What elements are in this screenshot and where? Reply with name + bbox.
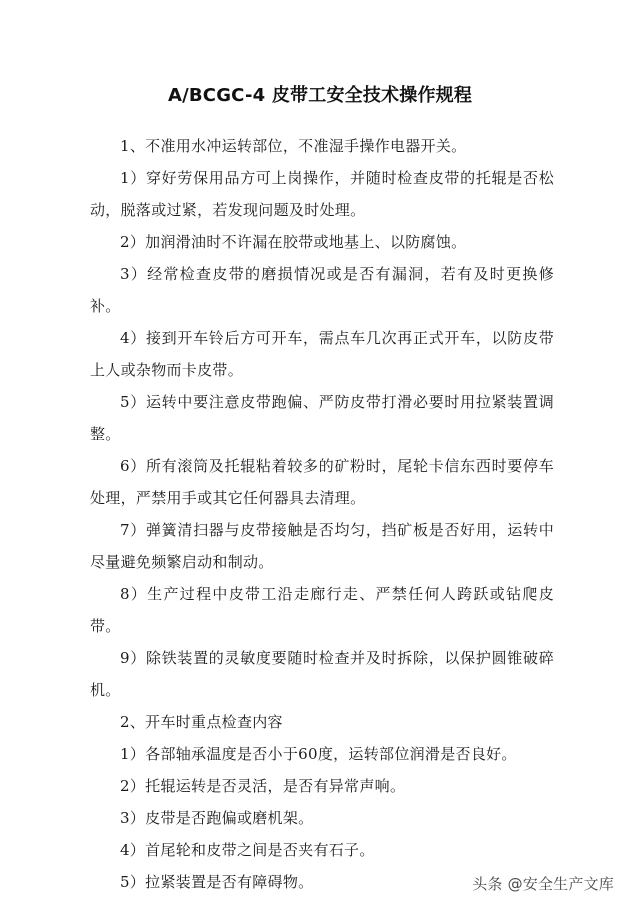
paragraph: 3）皮带是否跑偏或磨机架。 — [120, 809, 314, 827]
paragraph: 3）经常检查皮带的磨损情况或是否有漏洞，若有及时更换修补。 — [90, 265, 554, 315]
source-watermark: 头条 @安全生产文库 — [472, 875, 614, 893]
document-title: A/BCGC-4 皮带工安全技术操作规程 — [167, 85, 473, 106]
paragraph: 5）拉紧装置是否有障碍物。 — [120, 873, 314, 891]
section-heading: 2、开车时重点检查内容 — [120, 713, 283, 731]
paragraph: 1）穿好劳保用品方可上岗操作，并随时检查皮带的托辊是否松动，脱落或过紧，若发现问题及时处理。 — [90, 169, 554, 219]
paragraph: 4）首尾轮和皮带之间是否夹有石子。 — [120, 841, 375, 859]
paragraph: 1）各部轴承温度是否小于60度，运转部位润滑是否良好。 — [120, 745, 517, 763]
paragraph: 6）所有滚筒及托辊粘着较多的矿粉时，尾轮卡信东西时要停车处理，严禁用手或其它任何器具去清理。 — [90, 457, 554, 507]
paragraph: 9）除铁装置的灵敏度要随时检查并及时拆除，以保护圆锥破碎机。 — [90, 649, 554, 699]
paragraph: 4）接到开车铃后方可开车，需点车几次再正式开车，以防皮带上人或杂物而卡皮带。 — [90, 329, 554, 379]
paragraph: 8）生产过程中皮带工沿走廊行走、严禁任何人跨跃或钻爬皮带。 — [90, 585, 554, 635]
paragraph: 7）弹簧清扫器与皮带接触是否均匀，挡矿板是否好用，运转中尽量避免频繁启动和制动。 — [90, 521, 554, 571]
paragraph: 5）运转中要注意皮带跑偏、严防皮带打滑必要时用拉紧装置调整。 — [90, 393, 554, 443]
document-body — [90, 130, 554, 898]
paragraph: 1、不准用水冲运转部位，不准湿手操作电器开关。 — [120, 137, 467, 155]
paragraph: 2）托辊运转是否灵活，是否有异常声响。 — [120, 777, 406, 795]
paragraph: 2）加润滑油时不许漏在胶带或地基上、以防腐蚀。 — [120, 233, 467, 251]
